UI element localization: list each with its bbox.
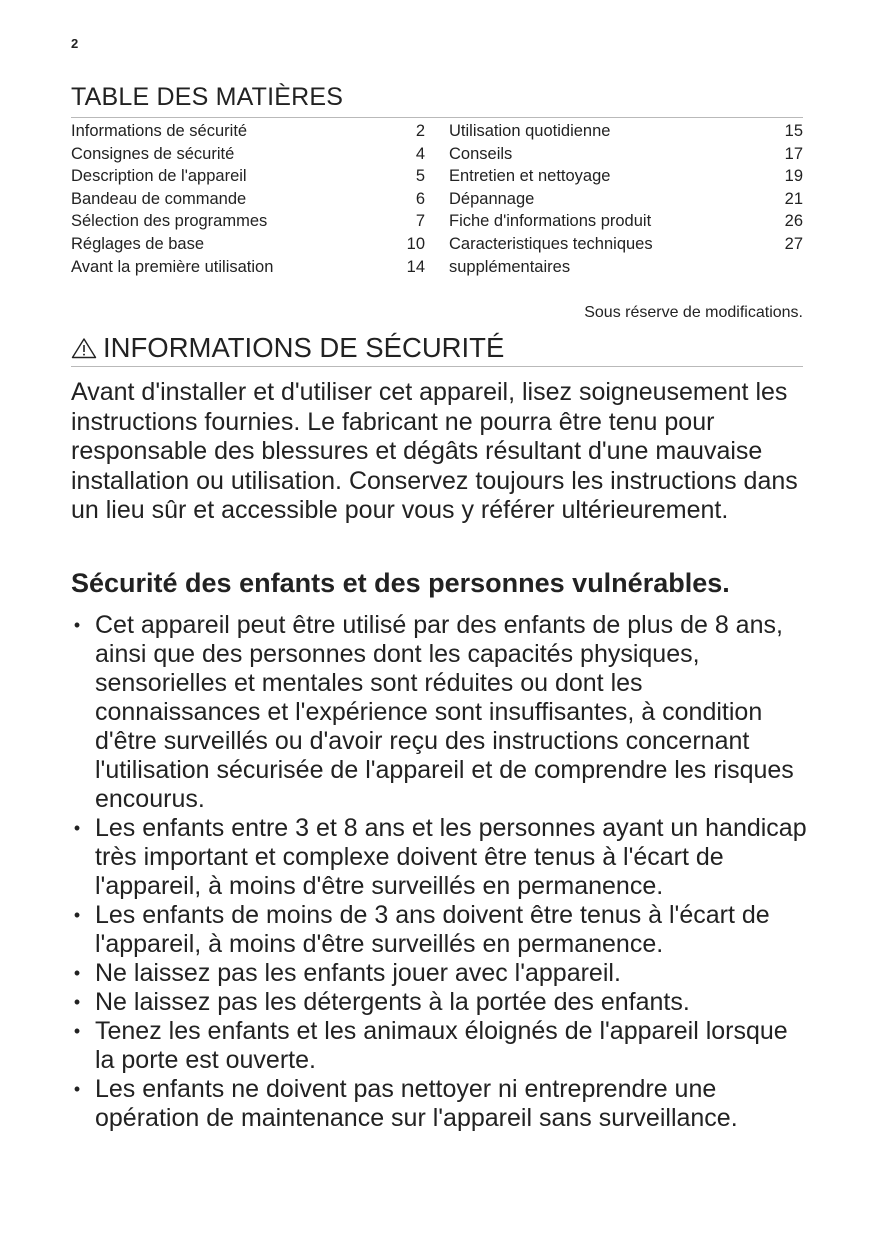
list-item (71, 1017, 811, 1075)
list-item-text: Tenez les enfants et les animaux éloignés de l'appareil lorsque la porte est ouverte. (95, 1017, 788, 1074)
toc-entry-label: Réglages de base (71, 234, 205, 253)
toc-entry[interactable] (71, 233, 425, 256)
toc-entry-page: 7 (415, 212, 425, 231)
toc-entry[interactable] (71, 188, 425, 211)
toc-entry-label: Avant la première utilisation (71, 257, 274, 276)
list-item (71, 611, 811, 814)
toc-entry[interactable] (449, 120, 803, 143)
toc-entry[interactable] (71, 120, 425, 143)
toc-entry-label: Fiche d'informations produit (449, 212, 652, 231)
modification-note: Sous réserve de modifications. (584, 304, 803, 321)
toc-entry[interactable] (449, 165, 803, 188)
list-item-text: Les enfants de moins de 3 ans doivent être tenus à l'écart de l'appareil, à moins d'être surveillés en permanence. (95, 901, 770, 958)
toc-entry[interactable] (71, 143, 425, 166)
list-item (71, 1075, 811, 1133)
toc-entry[interactable] (71, 165, 425, 188)
list-item-text: Les enfants entre 3 et 8 ans et les personnes ayant un handicap très important et complexe doivent être tenus à l'écart de l'appareil, à moins d'être surveillés en permanence. (95, 814, 807, 900)
toc-entry-page: 19 (784, 167, 803, 186)
toc-entry-page: 26 (784, 212, 803, 231)
list-item (71, 959, 811, 988)
toc-entry-page: 10 (406, 234, 425, 253)
bullet-marker: • (73, 818, 81, 838)
toc-entry-page: 27 (784, 234, 803, 253)
toc-entry[interactable] (449, 233, 803, 278)
toc-entry-label: Consignes de sécurité (71, 144, 235, 163)
safety-section-heading (71, 332, 504, 364)
toc-entry-page: 17 (784, 144, 803, 163)
toc-entry-page: 2 (415, 122, 425, 140)
bullet-marker: • (73, 1079, 81, 1099)
toc-entry-page: 5 (415, 167, 425, 186)
list-item-text: Ne laissez pas les détergents à la portée des enfants. (95, 988, 690, 1016)
toc-entry-label: Conseils (449, 144, 513, 163)
safety-title: INFORMATIONS DE SÉCURITÉ (103, 332, 505, 363)
toc-divider (71, 117, 803, 118)
toc-entry-label: Bandeau de commande (71, 189, 247, 208)
toc-entry-label: Sélection des programmes (71, 212, 268, 231)
toc-entry-page: 15 (784, 122, 803, 140)
list-item-text: Ne laissez pas les enfants jouer avec l'appareil. (95, 959, 621, 987)
list-item (71, 988, 811, 1017)
child-safety-list (71, 611, 811, 1133)
toc-entry-label: Description de l'appareil (71, 167, 247, 186)
toc-entry-label: Dépannage (449, 189, 535, 208)
list-item-text: Cet appareil peut être utilisé par des enfants de plus de 8 ans, ainsi que des personnes dont les capacités physiques, sensorielles et mentales sont réduites ou dont les connaissances et l'expérience sont insuffisantes, à condition d'être surveillés ou d'avoir reçu des instructions concernant l'utilisation sécurisée de l'appareil et de comprendre les risques encourus. (95, 611, 794, 813)
toc-entry-page: 4 (415, 144, 425, 163)
toc-entry-page: 6 (415, 189, 425, 208)
bullet-marker: • (73, 1021, 81, 1041)
bullet-marker: • (73, 905, 81, 925)
toc-entry[interactable] (449, 210, 803, 233)
toc-entry-page: 21 (784, 189, 803, 208)
toc-entry[interactable] (71, 210, 425, 233)
toc-entry-label-wrap (449, 233, 653, 278)
page-number: 2 (71, 36, 79, 51)
toc-title: TABLE DES MATIÈRES (71, 83, 344, 111)
toc-right-column (449, 120, 803, 278)
toc-entry-page: 14 (406, 257, 425, 276)
toc-entry[interactable] (449, 188, 803, 211)
toc-left-column (71, 120, 425, 278)
safety-divider (71, 366, 803, 367)
toc-entry-label: Caracteristiques techniques (449, 234, 653, 253)
toc-entry-label: Informations de sécurité (71, 122, 248, 140)
safety-intro-paragraph: Avant d'installer et d'utiliser cet appareil, lisez soigneusement les instructions fournies. Le fabricant ne pourra être tenu pour responsable des blessures et dégâts résultant d'une mauvaise installation ou utilisation. Conservez toujours les instructions dans un lieu sûr et accessible pour vous y référer ultérieurement. (71, 378, 798, 525)
list-item-text: Les enfants ne doivent pas nettoyer ni entreprendre une opération de maintenance sur l'appareil sans surveillance. (95, 1075, 738, 1132)
bullet-marker: • (73, 992, 81, 1012)
warning-triangle-icon (71, 337, 97, 359)
child-safety-subheading: Sécurité des enfants et des personnes vulnérables. (71, 568, 730, 598)
toc-entry[interactable] (449, 143, 803, 166)
bullet-marker: • (73, 615, 81, 635)
toc-entry-label-continued: supplémentaires (449, 257, 571, 276)
bullet-marker: • (73, 963, 81, 983)
toc-entry-label: Utilisation quotidienne (449, 122, 611, 140)
list-item (71, 814, 811, 901)
list-item (71, 901, 811, 959)
toc-entry[interactable] (71, 256, 425, 279)
toc-entry-label: Entretien et nettoyage (449, 167, 611, 186)
